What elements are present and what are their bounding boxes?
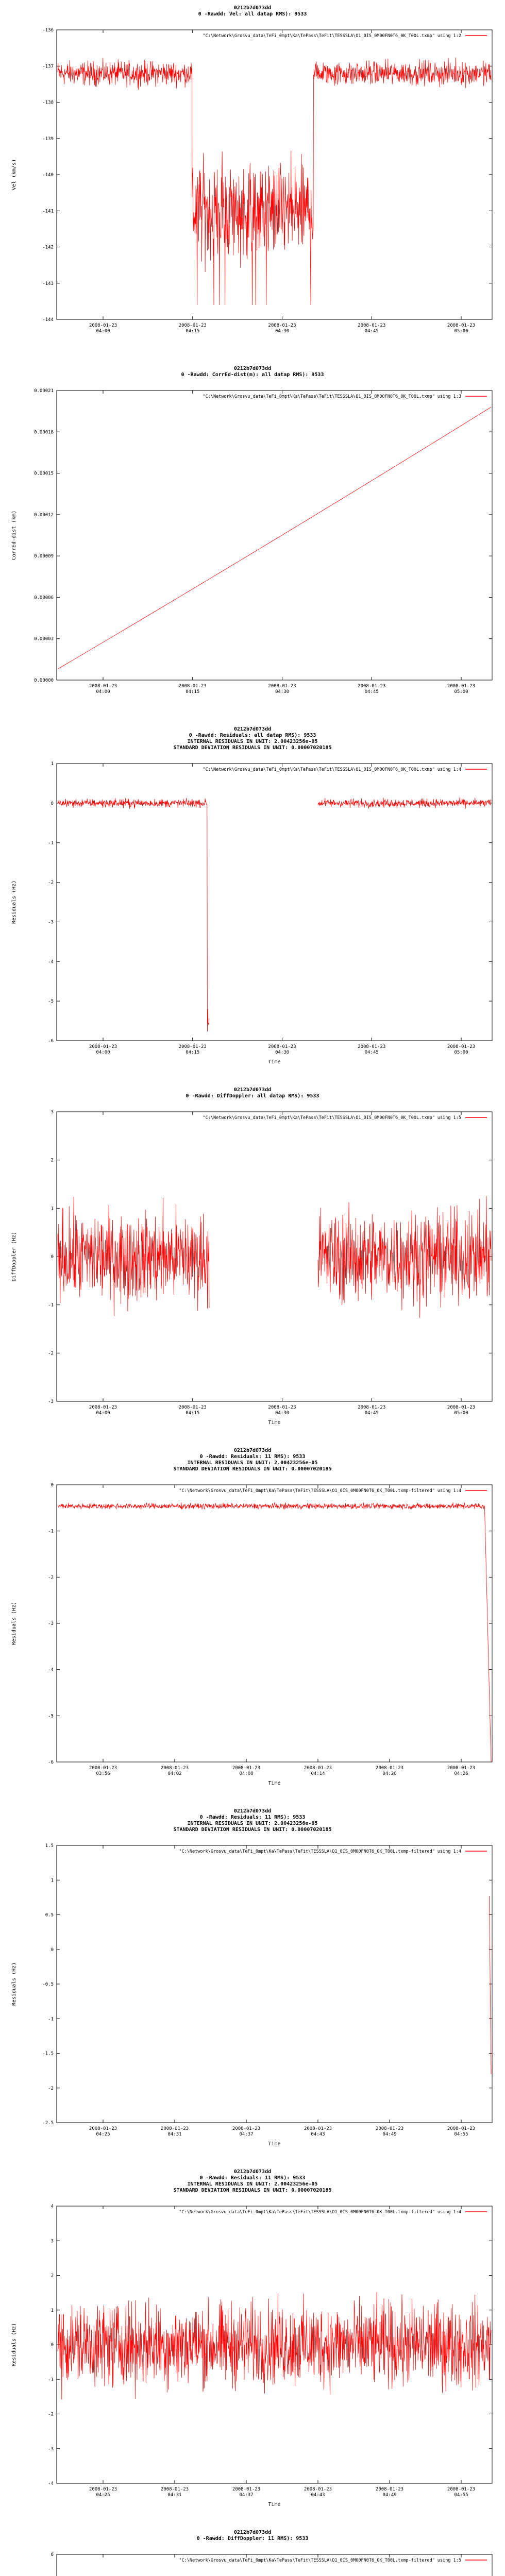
y-tick-label: 0.00021: [34, 388, 54, 394]
x-tick-label: 2008-01-23: [375, 2487, 404, 2492]
x-tick-label: 05:00: [454, 1050, 468, 1055]
x-tick-label: 04:00: [96, 1411, 110, 1416]
data-series-line: [58, 798, 491, 1031]
y-tick-label: 4: [50, 2204, 54, 2209]
y-tick-label: 1.5: [45, 1843, 54, 1849]
plot-frame: [57, 391, 492, 680]
x-tick-label: 2008-01-23: [160, 1766, 189, 1771]
x-tick-label: 2008-01-23: [447, 1766, 476, 1771]
x-tick-label: 2008-01-23: [358, 684, 386, 689]
y-tick-label: 0.00006: [34, 595, 54, 601]
x-tick-label: 04:55: [454, 2493, 468, 2498]
x-tick-label: 2008-01-23: [89, 323, 117, 328]
x-tick-label: 04:00: [96, 689, 110, 694]
y-tick-label: 1: [50, 761, 54, 767]
x-tick-label: 04:45: [364, 1411, 379, 1416]
y-tick-label: 0.5: [45, 1912, 54, 1918]
y-tick-label: -143: [42, 281, 54, 286]
x-tick-label: 05:00: [454, 689, 468, 694]
y-tick-label: -2: [48, 880, 54, 886]
y-tick-label: -3: [48, 1621, 54, 1626]
y-axis-label: Residuals (Hz): [11, 2323, 17, 2367]
chart-title-line: INTERNAL RESIDUALS IN UNIT: 2.00423256e-05: [187, 1821, 318, 1826]
y-tick-label: -1: [48, 1529, 54, 1534]
x-tick-label: 2008-01-23: [232, 2126, 261, 2131]
chart-title-line: STANDARD DEVIATION RESIDUALS IN UNIT: 0.00007020185: [173, 1466, 332, 1472]
chart-svg-4: [0, 1082, 505, 1443]
x-tick-label: 04:45: [364, 1050, 379, 1055]
x-tick-label: 04:25: [96, 2132, 110, 2137]
y-tick-label: -2.5: [42, 2121, 54, 2126]
x-tick-label: 2008-01-23: [178, 684, 207, 689]
y-tick-label: -144: [42, 317, 54, 323]
y-tick-label: 3: [50, 2239, 54, 2244]
x-tick-label: 2008-01-23: [304, 1766, 332, 1771]
x-tick-label: 03:56: [96, 1771, 110, 1776]
x-tick-label: 05:00: [454, 1411, 468, 1416]
x-tick-label: 04:45: [364, 689, 379, 694]
y-tick-label: 0: [50, 1947, 54, 1953]
y-tick-label: 0: [50, 801, 54, 806]
y-tick-label: -4: [48, 1667, 54, 1673]
y-tick-label: 2: [50, 1158, 54, 1163]
x-tick-label: 2008-01-23: [447, 1044, 476, 1049]
y-tick-label: -136: [42, 28, 54, 33]
chart-title-line: 0 -Rawdd: Residuals: 11 RMS): 9533: [199, 1454, 306, 1460]
x-tick-label: 2008-01-23: [178, 1044, 207, 1049]
chart-panel-2: [0, 361, 505, 721]
x-tick-label: 2008-01-23: [447, 1405, 476, 1410]
x-tick-label: 04:15: [186, 689, 200, 694]
chart-title-line: INTERNAL RESIDUALS IN UNIT: 2.00423256e-05: [187, 739, 318, 744]
y-tick-label: -141: [42, 209, 54, 214]
plot-frame: [57, 1845, 492, 2123]
x-tick-label: 04:00: [96, 329, 110, 334]
legend-entry: "C:\Network\Grosvu_data\TeFi_0mpt\Ka\TePass\TeFit\TESSSLA\O1_0IS_0M00FN0T6_0K_T00L.txmp-filtered" using 1:4: [179, 1849, 461, 1854]
y-tick-label: 0: [50, 2343, 54, 2348]
x-tick-label: 04:43: [311, 2132, 325, 2137]
chart-svg-1: [0, 0, 505, 361]
chart-svg-2: [0, 361, 505, 721]
y-tick-label: -1: [48, 1302, 54, 1308]
x-tick-label: 2008-01-23: [375, 1766, 404, 1771]
x-tick-label: 04:30: [275, 329, 290, 334]
chart-title-line: INTERNAL RESIDUALS IN UNIT: 2.00423256e-05: [187, 2181, 318, 2187]
chart-title-line: STANDARD DEVIATION RESIDUALS IN UNIT: 0.00007020185: [173, 2188, 332, 2193]
x-tick-label: 2008-01-23: [160, 2487, 189, 2492]
y-tick-label: -3: [48, 1399, 54, 1404]
y-tick-label: -2: [48, 1351, 54, 1357]
chart-svg-7: [0, 2164, 505, 2524]
x-tick-label: 2008-01-23: [89, 1405, 117, 1410]
chart-svg-6: [0, 1803, 505, 2164]
y-tick-label: -139: [42, 136, 54, 142]
y-axis-label: Vel (km/s): [11, 159, 17, 191]
y-tick-label: 0.00012: [34, 512, 54, 518]
y-tick-label: 0: [50, 1483, 54, 1488]
y-tick-label: 1: [50, 2308, 54, 2313]
x-tick-label: 2008-01-23: [160, 2126, 189, 2131]
x-tick-label: 04:08: [239, 1771, 254, 1776]
y-tick-label: -6: [48, 1039, 54, 1044]
y-tick-label: -1.5: [42, 2051, 54, 2057]
chart-title-line: 0212b7d073dd: [233, 5, 272, 11]
x-tick-label: 04:31: [167, 2132, 182, 2137]
x-tick-label: 2008-01-23: [89, 1766, 117, 1771]
y-tick-label: 0.00003: [34, 636, 54, 642]
x-tick-label: 2008-01-23: [447, 2126, 476, 2131]
chart-title-line: STANDARD DEVIATION RESIDUALS IN UNIT: 0.00007020185: [173, 1827, 332, 1833]
x-tick-label: 2008-01-23: [358, 1044, 386, 1049]
x-tick-label: 2008-01-23: [178, 1405, 207, 1410]
x-tick-label: 2008-01-23: [304, 2487, 332, 2492]
x-tick-label: 2008-01-23: [358, 1405, 386, 1410]
x-tick-label: 04:15: [186, 329, 200, 334]
x-tick-label: 04:02: [167, 1771, 182, 1776]
legend-entry: "C:\Network\Grosvu_data\TeFi_0mpt\Ka\TePass\TeFit\TESSSLA\O1_0IS_0M00FN0T6_0K_T00L.txmp" using 1:5: [203, 1115, 461, 1121]
chart-panel-5: [0, 1443, 505, 1803]
x-tick-label: 04:49: [382, 2132, 397, 2137]
legend-entry: "C:\Network\Grosvu_data\TeFi_0mpt\Ka\TePass\TeFit\TESSSLA\O1_0IS_0M00FN0T6_0K_T00L.txmp" using 1:3: [203, 394, 461, 399]
x-tick-label: 04:26: [454, 1771, 468, 1776]
legend-entry: "C:\Network\Grosvu_data\TeFi_0mpt\Ka\TePass\TeFit\TESSSLA\O1_0IS_0M00FN0T6_0K_T00L.txmp" using 1:2: [203, 33, 461, 39]
chart-svg-3: [0, 721, 505, 1082]
x-tick-label: 2008-01-23: [89, 684, 117, 689]
data-series-line: [58, 1502, 491, 1762]
chart-svg-8: [0, 2524, 505, 2576]
y-tick-label: -3: [48, 920, 54, 925]
data-series-line: [489, 1896, 491, 2074]
x-tick-label: 05:00: [454, 329, 468, 334]
chart-svg-5: [0, 1443, 505, 1803]
x-tick-label: 2008-01-23: [268, 684, 296, 689]
x-tick-label: 04:14: [311, 1771, 325, 1776]
y-tick-label: -6: [48, 1760, 54, 1765]
y-tick-label: 0.00000: [34, 678, 54, 683]
chart-title-line: 0212b7d073dd: [233, 726, 272, 732]
y-axis-label: DiffDoppler (Hz): [11, 1231, 17, 1282]
x-tick-label: 04:00: [96, 1050, 110, 1055]
x-tick-label: 2008-01-23: [232, 2487, 261, 2492]
x-axis-label: Time: [268, 2502, 281, 2507]
x-tick-label: 2008-01-23: [178, 323, 207, 328]
x-tick-label: 04:30: [275, 689, 290, 694]
x-tick-label: 04:37: [239, 2493, 254, 2498]
y-tick-label: 2: [50, 2273, 54, 2279]
chart-title-line: 0 -Rawdd: DiffDoppler: 11 RMS): 9533: [196, 2536, 309, 2541]
chart-panel-4: [0, 1082, 505, 1443]
y-axis-label: Residuals (Hz): [11, 1601, 17, 1646]
x-tick-label: 2008-01-23: [447, 323, 476, 328]
y-tick-label: -140: [42, 173, 54, 178]
data-series-line: [58, 2292, 491, 2400]
y-tick-label: -5: [48, 1714, 54, 1719]
chart-title-line: 0 -Rawdd: Residuals: all datap RMS): 9533: [189, 733, 316, 738]
chart-title-line: 0212b7d073dd: [233, 2169, 272, 2175]
x-tick-label: 2008-01-23: [89, 1044, 117, 1049]
chart-title-line: 0212b7d073dd: [233, 2530, 272, 2535]
x-tick-label: 2008-01-23: [304, 2126, 332, 2131]
legend-entry: "C:\Network\Grosvu_data\TeFi_0mpt\Ka\TePass\TeFit\TESSSLA\O1_0IS_0M00FN0T6_0K_T00L.txmp-filtered" using 1:5: [179, 2558, 461, 2563]
y-axis-label: Residuals (Hz): [11, 1962, 17, 2006]
x-tick-label: 04:43: [311, 2493, 325, 2498]
x-tick-label: 04:31: [167, 2493, 182, 2498]
data-series-line: [58, 58, 491, 305]
y-tick-label: -1: [48, 840, 54, 846]
y-tick-label: -3: [48, 2446, 54, 2452]
x-axis-label: Time: [268, 1420, 281, 1426]
y-tick-label: 1: [50, 1206, 54, 1212]
plot-frame: [57, 764, 492, 1041]
x-tick-label: 2008-01-23: [447, 684, 476, 689]
chart-panel-8: [0, 2524, 505, 2576]
x-tick-label: 2008-01-23: [89, 2126, 117, 2131]
legend-entry: "C:\Network\Grosvu_data\TeFi_0mpt\Ka\TePass\TeFit\TESSSLA\O1_0IS_0M00FN0T6_0K_T00L.txmp-filtered" using 1:4: [179, 1488, 461, 1494]
chart-title-line: STANDARD DEVIATION RESIDUALS IN UNIT: 0.00007020185: [173, 745, 332, 751]
chart-title-line: 0 -Rawdd: CorrEd-dist(m): all datap RMS): 9533: [181, 372, 324, 378]
y-axis-label: Residuals (Hz): [11, 880, 17, 924]
x-tick-label: 04:45: [364, 329, 379, 334]
x-tick-label: 04:30: [275, 1050, 290, 1055]
y-tick-label: -1: [48, 2377, 54, 2383]
x-tick-label: 04:37: [239, 2132, 254, 2137]
x-tick-label: 2008-01-23: [358, 323, 386, 328]
data-series-line: [58, 1196, 491, 1318]
x-axis-label: Time: [268, 1059, 281, 1065]
chart-panel-7: [0, 2164, 505, 2524]
y-tick-label: -2: [48, 2086, 54, 2091]
y-tick-label: -2: [48, 1575, 54, 1581]
y-tick-label: 3: [50, 1110, 54, 1115]
chart-title-line: 0212b7d073dd: [233, 366, 272, 371]
x-axis-label: Time: [268, 1781, 281, 1786]
legend-entry: "C:\Network\Grosvu_data\TeFi_0mpt\Ka\TePass\TeFit\TESSSLA\O1_0IS_0M00FN0T6_0K_T00L.txmp" using 1:4: [203, 767, 461, 772]
chart-panel-1: [0, 0, 505, 361]
chart-title-line: 0 -Rawdd: Vel: all datap RMS): 9533: [198, 11, 307, 17]
y-tick-label: -1: [48, 2016, 54, 2022]
y-tick-label: -142: [42, 245, 54, 250]
data-series-line: [58, 407, 491, 669]
x-tick-label: 04:15: [186, 1050, 200, 1055]
y-tick-label: 0.00015: [34, 471, 54, 477]
y-tick-label: 0: [50, 1255, 54, 1260]
x-axis-label: Time: [268, 2141, 281, 2147]
y-tick-label: -4: [48, 959, 54, 965]
plot-frame: [57, 1485, 492, 1762]
x-tick-label: 2008-01-23: [268, 323, 296, 328]
x-tick-label: 04:20: [382, 1771, 397, 1776]
y-tick-label: -5: [48, 999, 54, 1005]
y-tick-label: -0.5: [42, 1982, 54, 1987]
x-tick-label: 2008-01-23: [268, 1044, 296, 1049]
y-tick-label: 0.00009: [34, 554, 54, 560]
y-axis-label: CorrEd-dist (km): [11, 510, 17, 561]
y-tick-label: -138: [42, 100, 54, 106]
y-tick-label: -137: [42, 64, 54, 70]
x-tick-label: 04:30: [275, 1411, 290, 1416]
chart-title-line: 0 -Rawdd: DiffDoppler: all datap RMS): 9533: [186, 1093, 319, 1099]
legend-entry: "C:\Network\Grosvu_data\TeFi_0mpt\Ka\TePass\TeFit\TESSSLA\O1_0IS_0M00FN0T6_0K_T00L.txmp-filtered" using 1:4: [179, 2210, 461, 2215]
y-tick-label: -4: [48, 2481, 54, 2486]
x-tick-label: 04:15: [186, 1411, 200, 1416]
chart-title-line: 0212b7d073dd: [233, 1087, 272, 1093]
x-tick-label: 2008-01-23: [232, 1766, 261, 1771]
x-tick-label: 2008-01-23: [268, 1405, 296, 1410]
chart-panel-3: [0, 721, 505, 1082]
y-tick-label: -2: [48, 2412, 54, 2417]
x-tick-label: 2008-01-23: [447, 2487, 476, 2492]
x-tick-label: 2008-01-23: [375, 2126, 404, 2131]
chart-title-line: 0212b7d073dd: [233, 1448, 272, 1453]
x-tick-label: 04:49: [382, 2493, 397, 2498]
x-tick-label: 04:25: [96, 2493, 110, 2498]
chart-title-line: 0 -Rawdd: Residuals: 11 RMS): 9533: [199, 2175, 306, 2181]
y-tick-label: 6: [50, 2552, 54, 2557]
chart-panel-6: [0, 1803, 505, 2164]
chart-title-line: INTERNAL RESIDUALS IN UNIT: 2.00423256e-05: [187, 1460, 318, 1466]
x-tick-label: 04:55: [454, 2132, 468, 2137]
y-tick-label: 0.00018: [34, 430, 54, 435]
chart-title-line: 0 -Rawdd: Residuals: 11 RMS): 9533: [199, 1815, 306, 1820]
chart-title-line: 0212b7d073dd: [233, 1808, 272, 1814]
y-tick-label: 1: [50, 1878, 54, 1884]
x-tick-label: 2008-01-23: [89, 2487, 117, 2492]
